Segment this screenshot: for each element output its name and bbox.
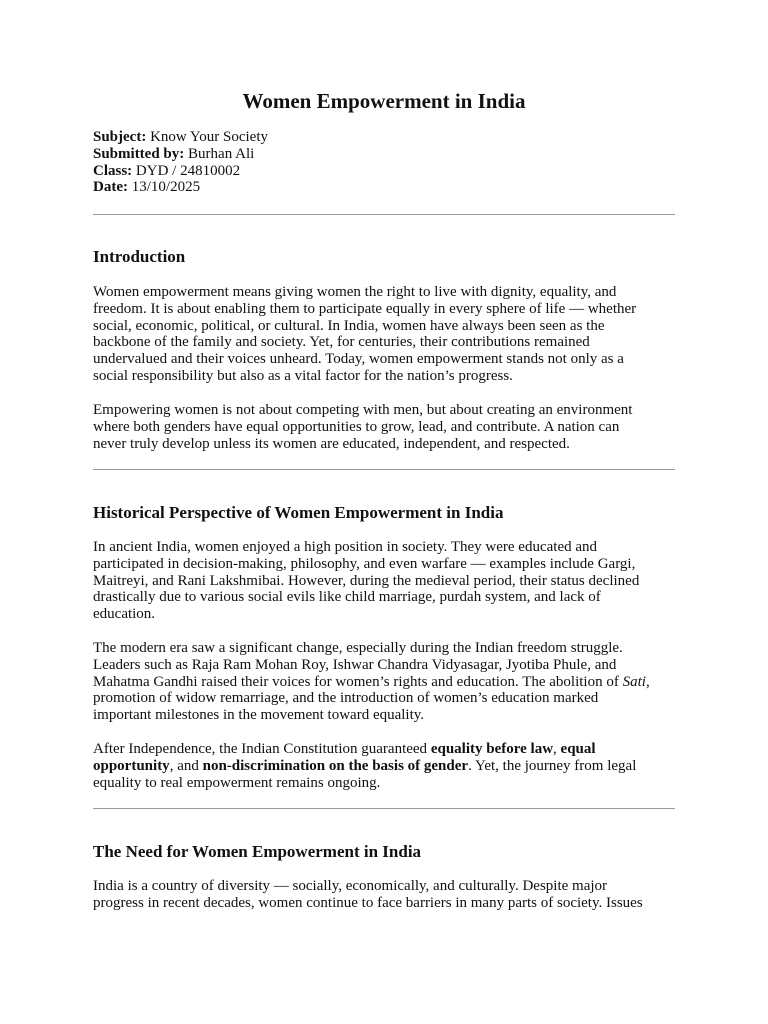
need-paragraph-1	[93, 878, 653, 912]
text-line: education.	[93, 606, 156, 623]
bold-term: equality before law	[430, 741, 554, 757]
meta-date	[93, 179, 268, 196]
text-line: India is a country of diversity — socially, economically, and culturally. Despite major	[93, 878, 608, 894]
meta-date-value: 13/10/2025	[127, 179, 201, 196]
history-paragraph-2	[93, 640, 653, 724]
text-line: social, economic, political, or cultural. In India, women have always been seen as the	[93, 317, 605, 334]
text-run: After Independence, the Indian Constitution guaranteed	[93, 741, 431, 757]
meta-subject-label: Subject:	[93, 129, 147, 145]
text-line: promotion of widow remarriage, and the introduction of women’s education marked	[93, 690, 599, 707]
meta-subject	[93, 129, 268, 146]
meta-class	[93, 163, 268, 180]
bold-term: opportunity	[93, 757, 170, 774]
meta-submitted-value: Burhan Ali	[184, 145, 255, 162]
text-line: The modern era saw a significant change, especially during the Indian freedom struggle.	[93, 640, 623, 656]
section-divider	[93, 214, 675, 215]
meta-class-label: Class:	[93, 162, 133, 179]
document-meta	[93, 129, 268, 196]
text-line: equality to real empowerment remains ongoing.	[93, 774, 381, 791]
bold-term: equal	[560, 741, 596, 757]
text-run: , and	[169, 757, 203, 774]
text-line: Women empowerment means giving women the right to live with dignity, equality, and	[93, 284, 617, 300]
text-line: progress in recent decades, women continue to face barriers in many parts of society. Issues	[93, 894, 643, 911]
text-line: drastically due to various social evils like child marriage, purdah system, and lack of	[93, 589, 601, 606]
section-heading-need: The Need for Women Empowerment in India	[93, 842, 422, 861]
text-line: never truly develop unless its women are educated, independent, and respected.	[93, 435, 570, 452]
text-run: Mahatma Gandhi raised their voices for women’s rights and education. The abolition of	[93, 673, 623, 690]
text-line	[93, 741, 653, 758]
text-line: where both genders have equal opportunities to grow, lead, and contribute. A nation can	[93, 418, 620, 435]
meta-submitted-label: Submitted by:	[93, 145, 185, 162]
intro-paragraph-1	[93, 284, 653, 385]
text-line: Empowering women is not about competing with men, but about creating an environment	[93, 402, 633, 418]
text-line: Maitreyi, and Rani Lakshmibai. However, during the medieval period, their status declined	[93, 572, 640, 589]
text-line: important milestones in the movement toward equality.	[93, 707, 425, 724]
meta-date-label: Date:	[93, 179, 128, 196]
intro-paragraph-2	[93, 402, 653, 452]
text-line: social responsibility but also as a vital factor for the nation’s progress.	[93, 367, 513, 384]
section-heading-historical-perspective: Historical Perspective of Women Empowerment in India	[93, 503, 504, 522]
section-divider	[93, 469, 675, 470]
meta-submitted-by	[93, 146, 268, 163]
section-heading-introduction: Introduction	[93, 247, 186, 266]
text-line: Leaders such as Raja Ram Mohan Roy, Ishwar Chandra Vidyasagar, Jyotiba Phule, and	[93, 656, 617, 673]
history-paragraph-1	[93, 539, 653, 623]
document-title: Women Empowerment in India	[242, 89, 526, 113]
text-run: ,	[645, 673, 650, 690]
meta-class-value: DYD / 24810002	[132, 162, 241, 179]
meta-subject-value: Know Your Society	[146, 129, 269, 145]
text-run: ,	[553, 741, 561, 757]
text-line: undervalued and their voices unheard. Today, women empowerment stands not only as a	[93, 351, 624, 368]
text-run: . Yet, the journey from legal	[468, 757, 637, 774]
bold-term: non-discrimination on the basis of gender	[202, 757, 469, 774]
text-line: freedom. It is about enabling them to participate equally in every sphere of life — whether	[93, 300, 637, 317]
text-line: participated in decision-making, philosophy, and even warfare — examples include Gargi,	[93, 555, 636, 572]
section-divider	[93, 808, 675, 809]
text-line	[93, 674, 653, 691]
history-paragraph-3	[93, 741, 653, 791]
italic-term-sati: Sati	[622, 673, 646, 690]
text-line: In ancient India, women enjoyed a high position in society. They were educated and	[93, 539, 598, 555]
text-line: backbone of the family and society. Yet, for centuries, their contributions remained	[93, 334, 590, 351]
text-line	[93, 758, 653, 775]
